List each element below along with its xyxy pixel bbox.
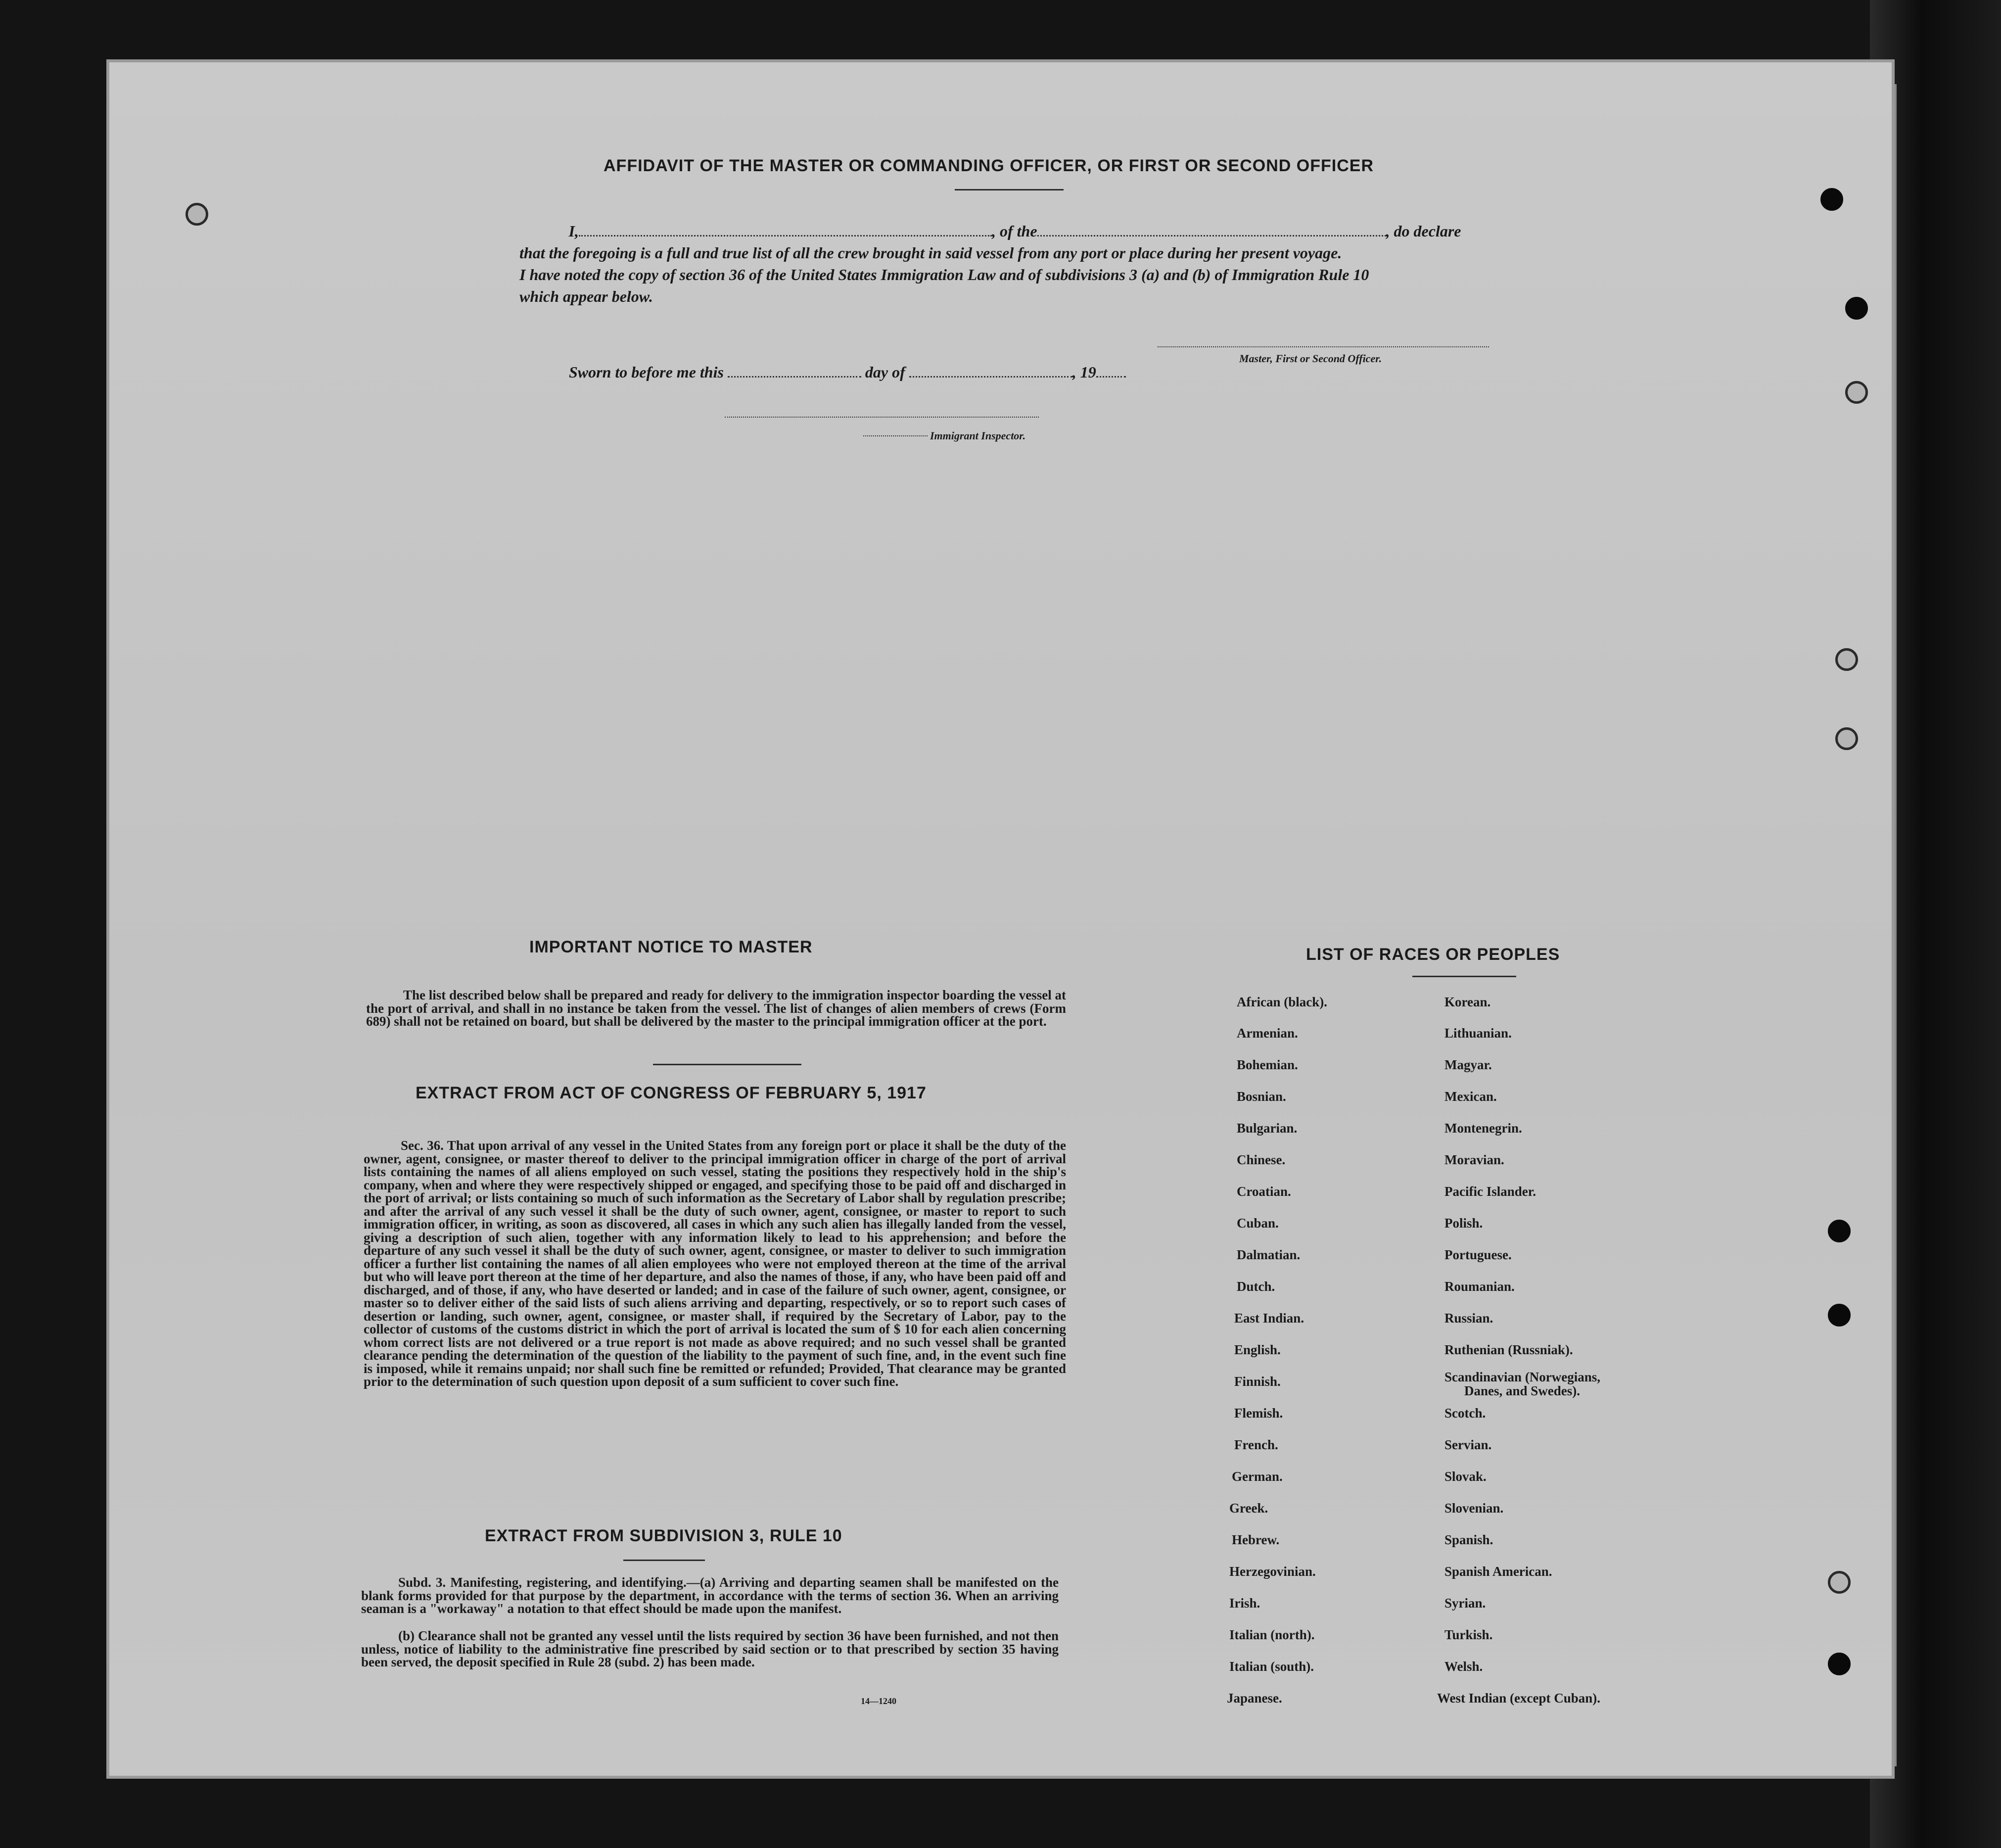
name-blank[interactable] — [579, 225, 992, 237]
sworn-prefix: Sworn to before me this — [569, 363, 724, 381]
race-item: Scotch. — [1444, 1406, 1486, 1421]
race-item: Flemish. — [1234, 1406, 1283, 1421]
race-item: Chinese. — [1237, 1152, 1286, 1167]
race-item: Magyar. — [1444, 1057, 1492, 1072]
sworn-day-blank[interactable] — [728, 366, 861, 378]
affidavit-line-2: that the foregoing is a full and true list of all the crew brought in said vessel from any port or place during her present voyage. — [519, 244, 1342, 262]
form-number: 14—1240 — [861, 1696, 896, 1706]
race-item: Pacific Islander. — [1444, 1184, 1536, 1199]
race-item: Japanese. — [1227, 1691, 1282, 1706]
document-page — [106, 59, 1895, 1779]
act-body: Sec. 36. That upon arrival of any vessel in the United States from any foreign port or place it shall be the duty of the owner, agent, consignee, or master thereof to deliver to the principal immigration officer in charge of the port of arrival lists containing the names of all aliens employed on such vessel, stating the positions they respectively hold in the ship's company, when and where they were respectively shipped or engaged, and specifying those to be paid off and discharged in the port of arrival; or lists containing so much of such information as the Secretary of Labor shall by regulation prescribe; and after the arrival of any such vessel it shall be the duty of such owner, agent, consignee, or master to report to such immigration officer, in writing, as soon as discovered, all cases in which any such alien has illegally landed from the vessel, giving a description of such alien, together with any information likely to lead to his apprehension; and before the departure of any such vessel it shall be the duty of such owner, agent, consignee, or master to deliver to such immigration officer a further list containing the names of all alien employees who were not employed thereon at the time of the arrival but who will leave port thereon at the time of her departure, and also the names of those, if any, who have been paid off and discharged, and of those, if any, who have deserted or landed; and in case of the failure of such owner, agent, consignee, or master so to deliver either of the said lists of such aliens arriving and departing, respectively, or so to report such cases of desertion or landing, such owner, agent, consignee, or master shall, if required by the Secretary of Labor, pay to the collector of customs of the customs district in which the port of arrival is located the sum of $ 10 for each alien concerning whom correct lists are not delivered or a true report is not made as above required; and no such vessel shall be granted clearance pending the determination of the question of the liability to the payment of such fine, and, in the event such fine is imposed, while it remains unpaid; nor shall such fine be remitted or refunded; Provided, That clearance may be granted prior to the determination of such question upon deposit of a sum sufficient to cover such fine. — [364, 1138, 1066, 1389]
affidavit-line-1 — [519, 220, 1608, 242]
binder-hole — [1845, 381, 1868, 404]
sworn-year-blank[interactable] — [1096, 366, 1126, 378]
act-title: EXTRACT FROM ACT OF CONGRESS OF FEBRUARY 5, 1917 — [416, 1084, 927, 1102]
declare-label: , do declare — [1386, 222, 1461, 240]
binder-hole — [1845, 297, 1868, 320]
race-item: Lithuanian. — [1444, 1026, 1512, 1041]
title-underline — [955, 189, 1064, 190]
race-item: Dalmatian. — [1237, 1247, 1301, 1262]
race-item: Polish. — [1444, 1216, 1483, 1231]
race-item: Herzegovinian. — [1229, 1564, 1316, 1579]
sworn-line — [569, 361, 1126, 383]
master-signature-line[interactable] — [1158, 346, 1489, 347]
notice-divider — [653, 1064, 801, 1065]
race-item-continued: Danes, and Swedes). — [1464, 1383, 1581, 1398]
binder-hole — [1828, 1653, 1851, 1675]
race-item: Russian. — [1444, 1311, 1493, 1326]
race-item: East Indian. — [1234, 1311, 1304, 1326]
race-item: Croatian. — [1237, 1184, 1291, 1199]
race-item: Spanish. — [1444, 1532, 1493, 1547]
race-item: African (black). — [1237, 995, 1327, 1009]
race-item: Bulgarian. — [1237, 1121, 1298, 1136]
sworn-month-blank[interactable] — [909, 366, 1072, 378]
binder-hole — [1820, 188, 1843, 211]
rule-para-a: Subd. 3. Manifesting, registering, and identifying.—(a) Arriving and departing seamen shall be manifested on the blank forms provided for that purpose by the department, in accordance with the terms of section 36. When an arriving seaman is a "workaway" a notation to that effect should be made upon the manifest. — [361, 1575, 1059, 1616]
inspector-signature-line[interactable] — [725, 417, 1039, 418]
race-item: Cuban. — [1237, 1216, 1279, 1231]
day-of-label: day of — [865, 363, 905, 381]
vessel-blank[interactable] — [1037, 225, 1386, 237]
race-item: Irish. — [1229, 1596, 1260, 1611]
race-item: Scandinavian (Norwegians, — [1444, 1370, 1601, 1384]
race-item: Italian (north). — [1229, 1627, 1315, 1642]
binder-hole — [1828, 1220, 1851, 1242]
i-label: I, — [568, 222, 579, 240]
race-item: Slovak. — [1444, 1469, 1487, 1484]
race-item: Portuguese. — [1444, 1247, 1512, 1262]
race-item: Korean. — [1444, 995, 1491, 1009]
race-item: Italian (south). — [1229, 1659, 1314, 1674]
inspector-label: Immigrant Inspector. — [930, 429, 1026, 442]
race-item: Spanish American. — [1444, 1564, 1552, 1579]
race-item: Roumanian. — [1444, 1279, 1515, 1294]
races-title-underline — [1412, 976, 1516, 977]
race-item: Bohemian. — [1237, 1057, 1298, 1072]
race-item: German. — [1232, 1469, 1283, 1484]
affidavit-body — [519, 220, 1608, 307]
affidavit-title: AFFIDAVIT OF THE MASTER OR COMMANDING OFFICER, OR FIRST OR SECOND OFFICER — [604, 156, 1374, 175]
binder-hole — [1835, 727, 1858, 750]
race-item: Armenian. — [1237, 1026, 1298, 1041]
affidavit-line-4: which appear below. — [519, 287, 653, 305]
year-label: , 19 — [1072, 363, 1096, 381]
notice-title: IMPORTANT NOTICE TO MASTER — [529, 938, 813, 956]
races-title: LIST OF RACES OR PEOPLES — [1306, 945, 1560, 964]
race-item: Turkish. — [1444, 1627, 1493, 1642]
race-item: Greek. — [1229, 1501, 1268, 1516]
binder-hole — [1828, 1304, 1851, 1327]
race-item: French. — [1234, 1437, 1278, 1452]
rule-title-underline — [623, 1560, 705, 1561]
inspector-dot-leader — [863, 435, 928, 436]
of-the-label: , of the — [992, 222, 1037, 240]
notice-body: The list described below shall be prepared and ready for delivery to the immigration inspector boarding the vessel at the port of arrival, and shall in no instance be taken from the vessel. The list of changes of alien members of crews (Form 689) shall not be retained on board, but shall be delivered by the master to the principal immigration officer at the port. — [366, 988, 1066, 1029]
race-item: English. — [1234, 1342, 1281, 1357]
binder-hole-left — [186, 203, 208, 226]
race-item: West Indian (except Cuban). — [1437, 1691, 1601, 1706]
race-item: Bosnian. — [1237, 1089, 1286, 1104]
binder-hole — [1828, 1571, 1851, 1594]
rule-title: EXTRACT FROM SUBDIVISION 3, RULE 10 — [485, 1526, 842, 1545]
race-item: Dutch. — [1237, 1279, 1275, 1294]
master-label: Master, First or Second Officer. — [1239, 352, 1382, 365]
race-item: Ruthenian (Russniak). — [1444, 1342, 1573, 1357]
race-item: Welsh. — [1444, 1659, 1483, 1674]
race-item: Montenegrin. — [1444, 1121, 1522, 1136]
race-item: Slovenian. — [1444, 1501, 1504, 1516]
race-item: Hebrew. — [1232, 1532, 1280, 1547]
binder-hole — [1835, 648, 1858, 671]
race-item: Finnish. — [1234, 1374, 1281, 1389]
race-item: Syrian. — [1444, 1596, 1486, 1611]
affidavit-line-3: I have noted the copy of section 36 of the United States Immigration Law and of subdivisions 3 (a) and (b) of Immigration Rule 10 — [519, 266, 1369, 284]
race-item: Servian. — [1444, 1437, 1492, 1452]
race-item: Mexican. — [1444, 1089, 1497, 1104]
rule-para-b: (b) Clearance shall not be granted any vessel until the lists required by section 36 have been furnished, and not then unless, notice of liability to the administrative fine prescribed by said section or to that prescribed by section 35 having been served, the deposit specified in Rule 28 (subd. 2) has been made. — [361, 1628, 1059, 1669]
race-item: Moravian. — [1444, 1152, 1504, 1167]
